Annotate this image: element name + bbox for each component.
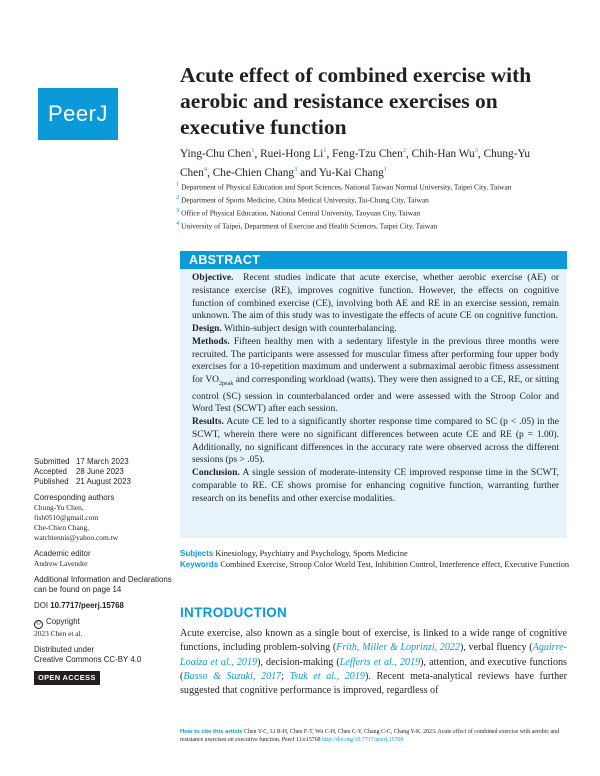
affiliation-marker: 3 bbox=[294, 165, 298, 173]
author-name: Ruei-Hong Li bbox=[260, 147, 324, 160]
affiliation-marker: 4 bbox=[203, 165, 208, 173]
copyright-label: © Copyright bbox=[34, 617, 174, 629]
affiliation-marker: 2 bbox=[402, 147, 406, 154]
license-label: Distributed under bbox=[34, 645, 95, 654]
peerj-logo: PeerJ bbox=[38, 88, 118, 140]
affiliation-marker: 1 bbox=[323, 147, 327, 154]
submitted-row: Submitted 17 March 2023 bbox=[34, 457, 129, 466]
citation-link[interactable]: Frith, Miller & Loprinzi, 2022 bbox=[336, 642, 460, 654]
additional-information[interactable]: Additional Information and Declarations can be found on page 14 bbox=[34, 575, 172, 594]
author-name: Chih-Han Wu bbox=[411, 147, 475, 160]
subjects-keywords bbox=[180, 548, 570, 570]
abstract-methods: Methods. Fifteen healthy men with a sedentary lifestyle in the previous three months were recruited. The participants were assessed for muscular fitness after performing four upper body exercises for a 10-repetition maximum and underwent a submaximal aerobic fitness assessment for $VO_{2peak}$ and corresponding workload (watts). They were then assigned to a CE, RE, or sitting control (SC) session in counterbalanced order and were assessed with the Stroop Color and Word Test (SCWT) after each session. bbox=[192, 336, 559, 415]
affiliation: $^4$ University of Taipei, Department of Exercise and Health Sciences, Taipei City, Taiwan bbox=[176, 220, 438, 231]
subjects-line: Subjects Kinesiology, Psychiatry and Psychology, Sports Medicine bbox=[180, 549, 408, 558]
affiliation: $^2$ Department of Sports Medicine, China Medical University, Tai-Chung City, Taiwan bbox=[176, 194, 429, 205]
citation-link[interactable]: Tsuk et al., 2019 bbox=[289, 670, 365, 682]
paper-title: Acute effect of combined exercise with aerobic and resistance exercises on executive function bbox=[180, 63, 532, 139]
doi-line[interactable]: DOI 10.7717/peerj.15768 bbox=[34, 601, 124, 610]
abstract-conclusion: Conclusion. A single session of moderate-intensity CE improved response time in the SCWT, comparable to RE. CE shows promise for enhancing cognitive function, warranting further research on its benefits and other exercise modalities. bbox=[192, 468, 559, 504]
license-name[interactable]: Creative Commons CC-BY 4.0 bbox=[34, 655, 142, 664]
academic-editor-label: Academic editor bbox=[34, 549, 91, 558]
corresponding-email-2[interactable]: watchtennis@yahoo.com.tw bbox=[34, 533, 118, 542]
academic-editor: Andrew Lavender bbox=[34, 559, 88, 568]
affiliation: $^3$ Office of Physical Education, National Central University, Taoyuan City, Taiwan bbox=[176, 207, 421, 218]
open-access-badge: OPEN ACCESS bbox=[34, 671, 100, 685]
abstract-heading: ABSTRACT bbox=[180, 251, 567, 269]
affiliation-marker: 1 bbox=[383, 165, 388, 173]
affiliation-list bbox=[176, 180, 576, 232]
corresponding-author-1: Chung-Yu Chen, bbox=[34, 503, 84, 512]
abstract-results: Results. Acute CE led to a significantly shorter response time compared to SC (p < .05) in the SCWT, wherein there were no significant differences between acute CE and RE (p = 1.00). Additionally, no significant differences in the accuracy rate were observed across the different sessions (ps > .05). bbox=[192, 417, 559, 466]
citation-link[interactable]: Basso & Suzuki, 2017 bbox=[183, 670, 282, 682]
author-list: Ying-Chu Chen$^1$, Ruei-Hong Li$^1$, Feng-Tzu Chen$^2$, Chih-Han Wu$^3$, Chung-Yu Chen$^4$, Che-Chien Chang$^3$ and Yu-Kai Chang$^1$ bbox=[180, 147, 531, 179]
corresponding-author-2: Che-Chien Chang, bbox=[34, 523, 90, 532]
citation-link[interactable]: Lefferts et al., 2019 bbox=[339, 656, 421, 668]
article-sidebar bbox=[34, 457, 174, 685]
abstract-body bbox=[180, 269, 567, 505]
published-row: Published 21 August 2023 bbox=[34, 477, 131, 486]
author-name: Yu-Kai Chang bbox=[318, 166, 384, 179]
citation-link[interactable]: Aguirre-Loaiza et al., 2019 bbox=[180, 642, 567, 668]
copyright-holder: 2023 Chen et al. bbox=[34, 629, 83, 638]
author-name: Ying-Chu Chen bbox=[180, 147, 252, 160]
affiliation: $^1$ Department of Physical Education and Sport Sciences, National Taiwan Normal University, Taipei City, Taiwan bbox=[176, 181, 512, 192]
affiliation-marker: 1 bbox=[251, 147, 255, 154]
accepted-row: Accepted 28 June 2023 bbox=[34, 467, 124, 476]
affiliation-marker: 3 bbox=[474, 147, 478, 154]
author-name: Feng-Tzu Chen bbox=[332, 147, 403, 160]
doi-link[interactable]: http://doi.org/10.7717/peerj.15768 bbox=[322, 737, 404, 744]
keywords-line: Keywords Combined Exercise, Stroop Color World Test, Inhibition Control, Interference effect, Executive Function bbox=[180, 560, 570, 570]
introduction-paragraph: Acute exercise, also known as a single bout of exercise, is linked to a wide range of cognitive functions, including problem-solving (Frith, Miller & Loprinzi, 2022), verbal fluency (Aguirre-Loaiza et al., 2019), decision-making (Lefferts et al., 2019), attention, and executive functions (Basso & Suzuki, 2017; Tsuk et al., 2019). Recent meta-analytical reviews have further suggested that cognitive performance is improved, regardless of bbox=[180, 628, 567, 697]
abstract-design: Design. Within-subject design with counterbalancing. bbox=[192, 324, 397, 334]
corresponding-authors-label: Corresponding authors bbox=[34, 493, 115, 502]
corresponding-email-1[interactable]: fish0510@gmail.com bbox=[34, 513, 99, 522]
how-to-cite: How to cite this article Chen Y-C, Li R-H, Chen F-T, Wu C-H, Chen C-Y, Chang C-C, Chang Y-K. 2023. Acute effect of combined exercise with aerobic and resistance exercises on executive function. PeerJ 11:e15768 http://doi.org/10.7717/peerj.15768 bbox=[180, 729, 559, 744]
author-name: Che-Chien Chang bbox=[212, 166, 295, 179]
copyright-icon: © bbox=[34, 620, 43, 629]
author-name: Chung-Yu Chen bbox=[180, 147, 531, 179]
abstract-box bbox=[180, 251, 567, 538]
introduction-heading: INTRODUCTION bbox=[180, 605, 288, 620]
abstract-objective: Objective. Recent studies indicate that acute exercise, whether aerobic exercise (AE) or resistance exercise (RE), improves cognitive function. However, the effects on cognitive function of combined exercise (CE), involving both AE and RE in an exercise session, remain unknown. The aim of this study was to investigate the effects of acute CE on cognitive function. bbox=[192, 273, 559, 322]
